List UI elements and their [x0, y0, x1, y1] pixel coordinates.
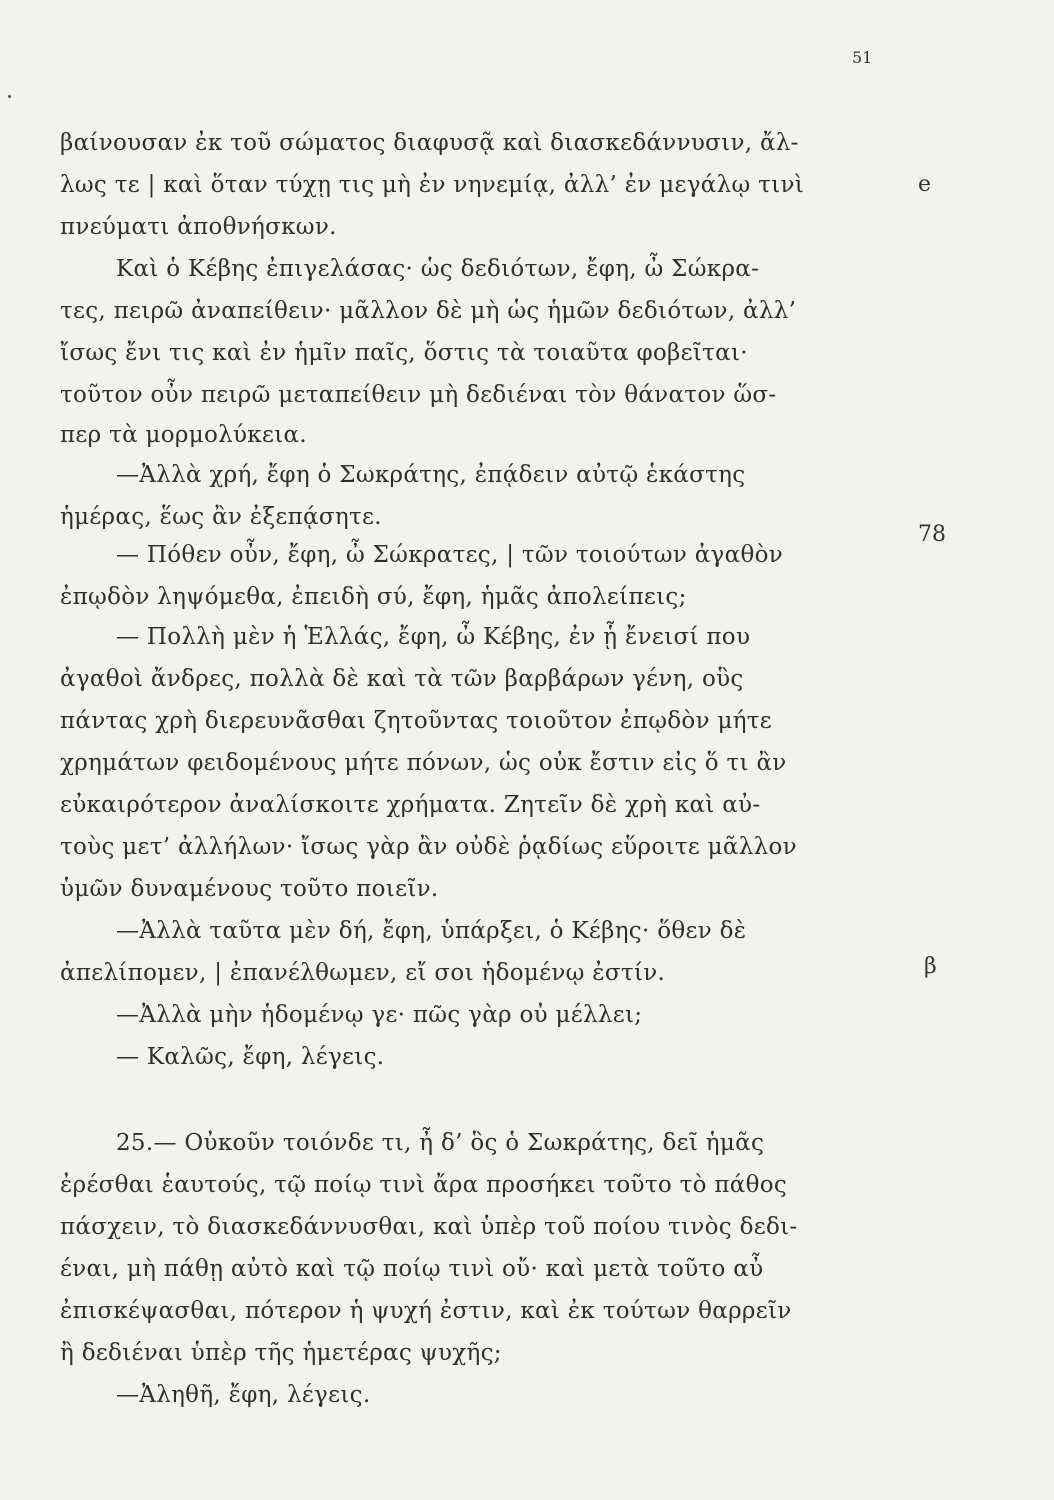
text-line: Καὶ ὁ Κέβης ἐπιγελάσας· ὡς δεδιότων, ἔφη, ὦ Σώκρα-: [116, 256, 760, 282]
text-line: —Ἀλλὰ ταῦτα μὲν δή, ἔφη, ὑπάρξει, ὁ Κέβης· ὅθεν δὲ: [116, 918, 747, 944]
text-line: —Ἀληθῆ, ἔφη, λέγεις.: [116, 1382, 371, 1408]
text-line: ἀπελίπομεν, | ἐπανέλθωμεν, εἴ σοι ἡδομένῳ ἐστίν.: [60, 960, 666, 986]
text-line: ὑμῶν δυναμένους τοῦτο ποιεῖν.: [60, 876, 439, 902]
stephanus-marker: 78: [918, 522, 946, 547]
text-line: έναι, μὴ πάθῃ αὐτὸ καὶ τῷ ποίῳ τινὶ οὔ· καὶ μετὰ τοῦτο αὖ: [60, 1256, 764, 1282]
text-line: — Πολλὴ μὲν ἡ Ἑλλάς, ἔφη, ὦ Κέβης, ἐν ᾗ ἔνεισί που: [116, 624, 751, 650]
text-line: βαίνουσαν ἐκ τοῦ σώματος διαφυσᾷ καὶ διασκεδάννυσιν, ἄλ-: [60, 130, 799, 156]
text-line: περ τὰ μορμολύκεια.: [60, 422, 307, 448]
text-line: ἀγαθοὶ ἄνδρες, πολλὰ δὲ καὶ τὰ τῶν βαρβάρων γένη, οὓς: [60, 666, 744, 692]
text-line: —Ἀλλὰ μὴν ἡδομένῳ γε· πῶς γὰρ οὐ μέλλει;: [116, 1002, 643, 1028]
text-line: —Ἀλλὰ χρή, ἔφη ὁ Σωκράτης, ἐπᾴδειν αὐτῷ ἑκάστης: [116, 462, 746, 488]
text-line: χρημάτων φειδομένους μήτε πόνων, ὡς οὐκ ἔστιν εἰς ὅ τι ἂν: [60, 750, 787, 776]
text-line: πάσχειν, τὸ διασκεδάννυσθαι, καὶ ὑπὲρ τοῦ ποίου τινὸς δεδι-: [60, 1214, 798, 1240]
text-line: ἐπισκέψασθαι, πότερον ἡ ψυχή ἐστιν, καὶ ἐκ τούτων θαρρεῖν: [60, 1298, 792, 1324]
text-line: λως τε | καὶ ὅταν τύχῃ τις μὴ ἐν νηνεμίᾳ, ἀλλ’ ἐν μεγάλῳ τινὶ: [60, 172, 805, 198]
stray-mark: [8, 95, 11, 98]
text-line: ἴσως ἔνι τις καὶ ἐν ἡμῖν παῖς, ὅστις τὰ τοιαῦτα φοβεῖται·: [60, 340, 748, 366]
text-line: ἢ δεδιέναι ὑπὲρ τῆς ἡμετέρας ψυχῆς;: [60, 1340, 502, 1366]
text-line: τες, πειρῶ ἀναπείθειν· μᾶλλον δὲ μὴ ὡς ἡμῶν δεδιότων, ἀλλ’: [60, 298, 797, 324]
text-line: ἐρέσθαι ἑαυτούς, τῷ ποίῳ τινὶ ἄρα προσήκει τοῦτο τὸ πάθος: [60, 1172, 788, 1198]
stephanus-marker: e: [918, 172, 932, 197]
text-line: τοῦτον οὖν πειρῶ μεταπείθειν μὴ δεδιέναι τὸν θάνατον ὥσ-: [60, 382, 777, 408]
page-number: 51: [852, 48, 873, 67]
text-line: ἡμέρας, ἕως ἂν ἐξεπᾴσητε.: [60, 504, 382, 530]
text-line: — Πόθεν οὖν, ἔφη, ὦ Σώκρατες, | τῶν τοιούτων ἀγαθὸν: [116, 542, 784, 568]
text-line: πάντας χρὴ διερευνᾶσθαι ζητοῦντας τοιοῦτον ἐπῳδὸν μήτε: [60, 708, 773, 734]
text-line: εὐκαιρότερον ἀναλίσκοιτε χρήματα. Ζητεῖν δὲ χρὴ καὶ αὐ-: [60, 792, 761, 818]
text-line: ἐπῳδὸν ληψόμεθα, ἐπειδὴ σύ, ἔφη, ἡμᾶς ἀπολείπεις;: [60, 584, 687, 610]
text-line: τοὺς μετ’ ἀλλήλων· ἴσως γὰρ ἂν οὐδὲ ῥᾳδίως εὕροιτε μᾶλλον: [60, 834, 797, 860]
text-line: — Καλῶς, ἔφη, λέγεις.: [116, 1044, 385, 1070]
stephanus-marker: β: [924, 954, 937, 979]
text-line: πνεύματι ἀποθνήσκων.: [60, 214, 337, 240]
text-line: 25.— Οὐκοῦν τοιόνδε τι, ἦ δ’ ὃς ὁ Σωκράτης, δεῖ ἡμᾶς: [116, 1130, 765, 1156]
